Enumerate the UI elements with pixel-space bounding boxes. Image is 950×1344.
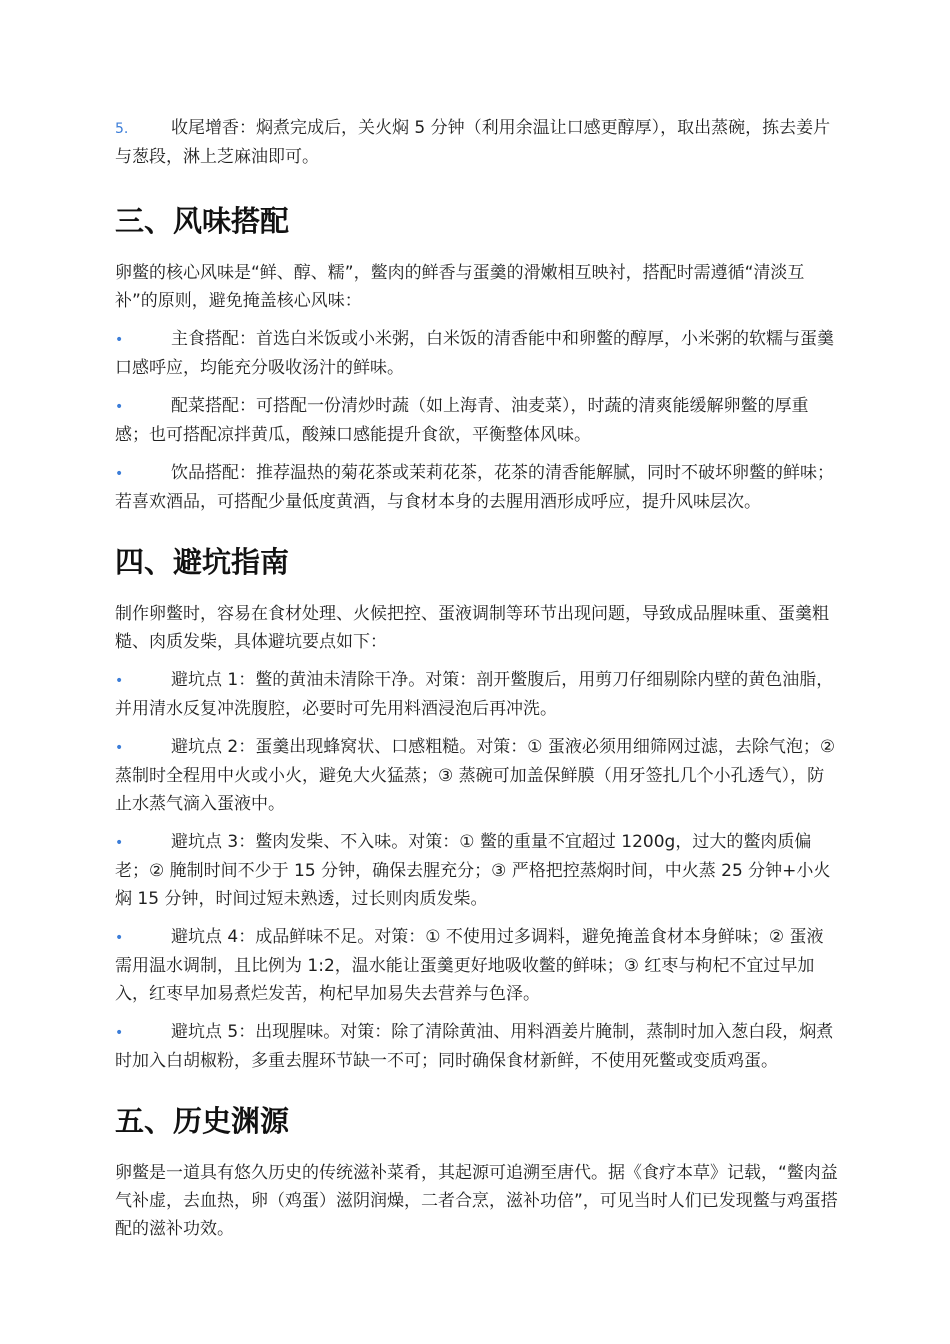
list-item xyxy=(115,392,840,449)
list-item xyxy=(115,923,840,1008)
document-content xyxy=(115,114,840,1253)
bullet-icon: • xyxy=(115,835,124,851)
list-item-text: 配菜搭配：可搭配一份清炒时蔬（如上海青、油麦菜），时蔬的清爽能缓解卵鳖的厚重感；也可搭配凉拌黄瓜，酸辣口感能提升食欲，平衡整体风味。 xyxy=(115,396,809,445)
section-intro: 卵鳖的核心风味是“鲜、醇、糯”，鳖肉的鲜香与蛋羹的滑嫩相互映衬，搭配时需遵循“清淡互补”的原则，避免掩盖核心风味： xyxy=(115,263,805,311)
bullet-icon: • xyxy=(115,673,124,689)
list-item-text: 避坑点 5：出现腥味。对策：除了清除黄油、用料酒姜片腌制，蒸制时加入葱白段，焖煮时加入白胡椒粉，多重去腥环节缺一不可；同时确保食材新鲜，不使用死鳖或变质鸡蛋。 xyxy=(115,1022,834,1071)
list-item xyxy=(115,459,840,516)
section-heading: 三、风味搭配 xyxy=(115,204,290,238)
section-pitfall-guide xyxy=(115,542,840,1075)
list-item xyxy=(115,1018,840,1075)
section-heading: 五、历史渊源 xyxy=(115,1104,290,1138)
section-history xyxy=(115,1101,840,1243)
step-5-paragraph xyxy=(115,114,840,171)
list-item-text: 避坑点 1：鳖的黄油未清除干净。对策：剖开鳖腹后，用剪刀仔细剔除内壁的黄色油脂，并用清水反复冲洗腹腔，必要时可先用料酒浸泡后再冲洗。 xyxy=(115,670,834,719)
list-item xyxy=(115,733,840,818)
bullet-icon: • xyxy=(115,1025,124,1041)
bullet-icon: • xyxy=(115,466,124,482)
section-heading: 四、避坑指南 xyxy=(115,545,290,579)
step-5-text: 收尾增香：焖煮完成后，关火焖 5 分钟（利用余温让口感更醇厚），取出蒸碗，拣去姜片与葱段，淋上芝麻油即可。 xyxy=(115,118,831,167)
bullet-icon: • xyxy=(115,930,124,946)
list-item xyxy=(115,325,840,382)
step-number: 5. xyxy=(115,121,129,137)
bullet-icon: • xyxy=(115,399,124,415)
list-item-text: 主食搭配：首选白米饭或小米粥，白米饭的清香能中和卵鳖的醇厚，小米粥的软糯与蛋羹口感呼应，均能充分吸收汤汁的鲜味。 xyxy=(115,329,834,378)
list-item-text: 饮品搭配：推荐温热的菊花茶或茉莉花茶，花茶的清香能解腻，同时不破坏卵鳖的鲜味；若喜欢酒品，可搭配少量低度黄酒，与食材本身的去腥用酒形成呼应，提升风味层次。 xyxy=(115,463,834,512)
list-item-text: 避坑点 3：鳖肉发柴、不入味。对策：① 鳖的重量不宜超过 1200g，过大的鳖肉质偏老；② 腌制时间不少于 15 分钟，确保去腥充分；③ 严格把控蒸焖时间，中火蒸 25 分钟+小火焖 15 分钟，时间过短未熟透，过长则肉质发柴。 xyxy=(115,832,831,909)
bullet-icon: • xyxy=(115,740,124,756)
list-item xyxy=(115,828,840,913)
section-intro: 卵鳖是一道具有悠久历史的传统滋补菜肴，其起源可追溯至唐代。据《食疗本草》记载，“鳖肉益气补虚，去血热，卵（鸡蛋）滋阴润燥，二者合烹，滋补功倍”，可见当时人们已发现鳖与鸡蛋搭配的滋补功效。 xyxy=(115,1163,838,1239)
bullet-icon: • xyxy=(115,332,124,348)
list-item-text: 避坑点 4：成品鲜味不足。对策：① 不使用过多调料，避免掩盖食材本身鲜味；② 蛋液需用温水调制，且比例为 1:2，温水能让蛋羹更好地吸收鳖的鲜味；③ 红枣与枸杞不宜过早加入，红枣早加易煮烂发苦，枸杞早加易失去营养与色泽。 xyxy=(115,927,824,1004)
list-item-text: 避坑点 2：蛋羹出现蜂窝状、口感粗糙。对策：① 蛋液必须用细筛网过滤，去除气泡；② 蒸制时全程用中火或小火，避免大火猛蒸；③ 蒸碗可加盖保鲜膜（用牙签扎几个小孔透气），防止水蒸气滴入蛋液中。 xyxy=(115,737,836,814)
section-intro: 制作卵鳖时，容易在食材处理、火候把控、蛋液调制等环节出现问题，导致成品腥味重、蛋羹粗糙、肉质发柴，具体避坑要点如下： xyxy=(115,604,829,652)
list-item xyxy=(115,666,840,723)
section-flavor-pairing xyxy=(115,201,840,516)
